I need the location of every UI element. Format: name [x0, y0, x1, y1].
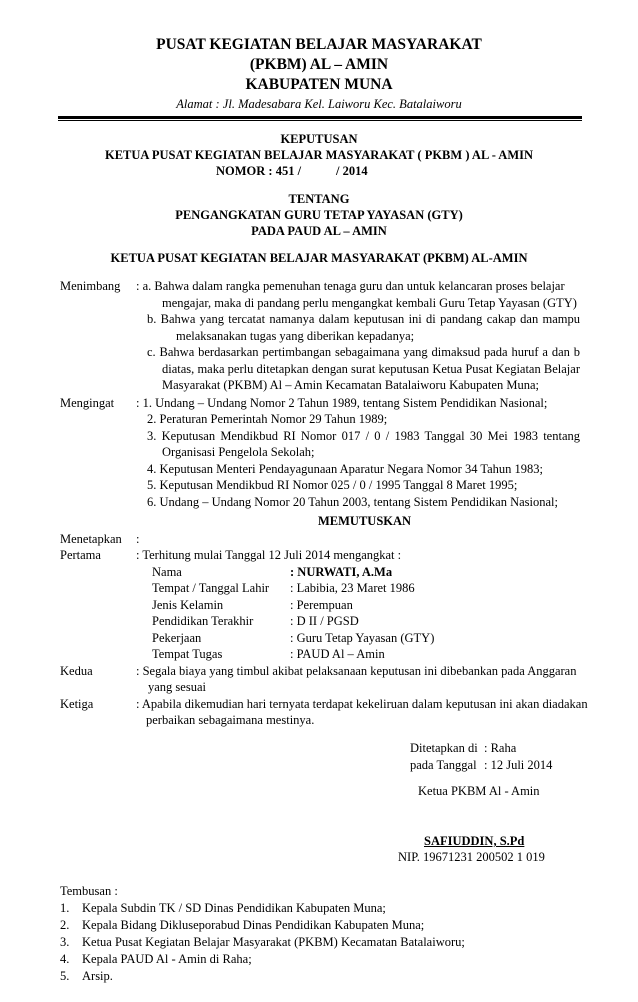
menetapkan-colon: : — [136, 532, 140, 546]
menimbang-b-line-1: b. Bahwa yang tercatat namanya dalam keputusan ini di pandang cakap dan mampu — [147, 312, 580, 326]
decree-heading: KEPUTUSAN — [280, 132, 358, 146]
appointee-field-value: : PAUD Al – Amin — [290, 647, 385, 661]
decree-issuer: KETUA PUSAT KEGIATAN BELAJAR MASYARAKAT ( PKBM ) AL - AMIN — [104, 148, 534, 162]
appointee-name-value: : NURWATI, A.Ma — [290, 565, 393, 579]
signature-place-value: : Raha — [484, 741, 517, 755]
appointee-field-value: : Labibia, 23 Maret 1986 — [290, 581, 415, 595]
kedua-line-1: : Segala biaya yang timbul akibat pelaksanaan keputusan ini dibebankan pada Anggaran — [136, 664, 577, 678]
mengingat-item-6: 6. Undang – Undang Nomor 20 Tahun 2003, tentang Sistem Pendidikan Nasional; — [147, 495, 558, 509]
appointee-field-label: Pendidikan Terakhir — [152, 614, 254, 628]
ketiga-line-2: perbaikan sebagaimana mestinya. — [146, 713, 315, 727]
decree-number-year: / 2014 — [336, 164, 368, 178]
menetapkan-label: Menetapkan — [60, 532, 122, 546]
decree-about-label: TENTANG — [288, 192, 350, 206]
signature-position: Ketua PKBM Al - Amin — [418, 784, 540, 798]
menimbang-a-line-1: : a. Bahwa dalam rangka pemenuhan tenaga guru dan untuk kelancaran proses belajar — [136, 279, 565, 293]
appointee-field-label: Tempat / Tanggal Lahir — [152, 581, 270, 595]
appointee-field-label: Jenis Kelamin — [152, 598, 224, 612]
appointee-field-value: : D II / PGSD — [290, 614, 359, 628]
appointee-field-label: Nama — [152, 565, 182, 579]
memutuskan-heading: MEMUTUSKAN — [318, 514, 412, 528]
mengingat-item-5: 5. Keputusan Mendikbud RI Nomor 025 / 0 / 1995 Tanggal 8 Maret 1995; — [147, 478, 518, 492]
pertama-label: Pertama — [60, 548, 101, 562]
signature-date-label: pada Tanggal — [410, 758, 477, 772]
tembusan-item-number: 2. — [60, 918, 70, 932]
signatory-nip: NIP. 19671231 200502 1 019 — [398, 850, 545, 864]
signatory-name: SAFIUDDIN, S.Pd — [424, 834, 525, 848]
signature-date-value: : 12 Juli 2014 — [484, 758, 553, 772]
kedua-label: Kedua — [60, 664, 93, 678]
decree-about-line-2: PADA PAUD AL – AMIN — [251, 224, 387, 238]
decree-number-label: NOMOR : 451 / — [216, 164, 302, 178]
appointee-field-label: Tempat Tugas — [152, 647, 223, 661]
tembusan-item: Ketua Pusat Kegiatan Belajar Masyarakat (PKBM) Kecamatan Batalaiworu; — [82, 935, 465, 949]
menimbang-c-line-1: c. Bahwa berdasarkan pertimbangan sebagaimana yang dimaksud pada huruf a dan b — [147, 345, 580, 359]
mengingat-label: Mengingat — [60, 396, 115, 410]
decree-about-line-1: PENGANGKATAN GURU TETAP YAYASAN (GTY) — [175, 208, 463, 222]
tembusan-item: Kepala PAUD Al - Amin di Raha; — [82, 952, 252, 966]
letterhead-line-1: PUSAT KEGIATAN BELAJAR MASYARAKAT — [156, 36, 482, 53]
letterhead-line-3: KABUPATEN MUNA — [245, 76, 393, 93]
tembusan-item-number: 4. — [60, 952, 70, 966]
letterhead-rule-thin — [58, 120, 582, 121]
letterhead-line-2: (PKBM) AL – AMIN — [249, 56, 389, 73]
mengingat-item-3-line-2: Organisasi Pengelola Sekolah; — [162, 445, 315, 459]
tembusan-item: Kepala Bidang Dikluseporabud Dinas Pendidikan Kabupaten Muna; — [82, 918, 425, 932]
letterhead-rule-thick — [58, 116, 582, 119]
signature-place-label: Ditetapkan di — [410, 741, 478, 755]
appointee-field-value: : Guru Tetap Yayasan (GTY) — [290, 631, 435, 645]
appointee-field-value: : Perempuan — [290, 598, 353, 612]
menimbang-b-line-2: melaksanakan tugas yang diberikan kepadanya; — [176, 329, 415, 343]
menimbang-c-line-3: Masyarakat (PKBM) Al – Amin Kecamatan Batalaiworu Kabupaten Muna; — [162, 378, 539, 392]
mengingat-item-2: 2. Peraturan Pemerintah Nomor 29 Tahun 1989; — [147, 412, 388, 426]
mengingat-item-1: : 1. Undang – Undang Nomor 2 Tahun 1989, tentang Sistem Pendidikan Nasional; — [136, 396, 548, 410]
tembusan-label: Tembusan : — [60, 884, 118, 898]
ketiga-line-1: : Apabila dikemudian hari ternyata terdapat kekeliruan dalam keputusan ini akan diadakan — [136, 697, 588, 711]
ketiga-label: Ketiga — [60, 697, 94, 711]
kedua-line-2: yang sesuai — [148, 680, 206, 694]
tembusan-item-number: 3. — [60, 935, 70, 949]
tembusan-item: Kepala Subdin TK / SD Dinas Pendidikan Kabupaten Muna; — [82, 901, 386, 915]
decree-subtitle: KETUA PUSAT KEGIATAN BELAJAR MASYARAKAT (PKBM) AL-AMIN — [110, 251, 528, 265]
tembusan-item: Arsip. — [82, 969, 113, 983]
mengingat-item-3-line-1: 3. Keputusan Mendikbud RI Nomor 017 / 0 / 1983 Tanggal 30 Mei 1983 tentang — [147, 429, 580, 443]
tembusan-item-number: 5. — [60, 969, 70, 983]
pertama-intro: : Terhitung mulai Tanggal 12 Juli 2014 mengangkat : — [136, 548, 402, 562]
appointee-field-label: Pekerjaan — [152, 631, 202, 645]
letterhead-address: Alamat : Jl. Madesabara Kel. Laiworu Kec. Batalaiworu — [176, 97, 462, 111]
menimbang-c-line-2: diatas, maka perlu ditetapkan dengan surat keputusan Ketua Pusat Kegiatan Belajar — [162, 362, 580, 376]
tembusan-item-number: 1. — [60, 901, 70, 915]
menimbang-a-line-2: mengajar, maka di pandang perlu mengangkat kembali Guru Tetap Yayasan (GTY) — [162, 296, 577, 310]
menimbang-label: Menimbang — [60, 279, 121, 293]
mengingat-item-4: 4. Keputusan Menteri Pendayagunaan Aparatur Negara Nomor 34 Tahun 1983; — [147, 462, 544, 476]
